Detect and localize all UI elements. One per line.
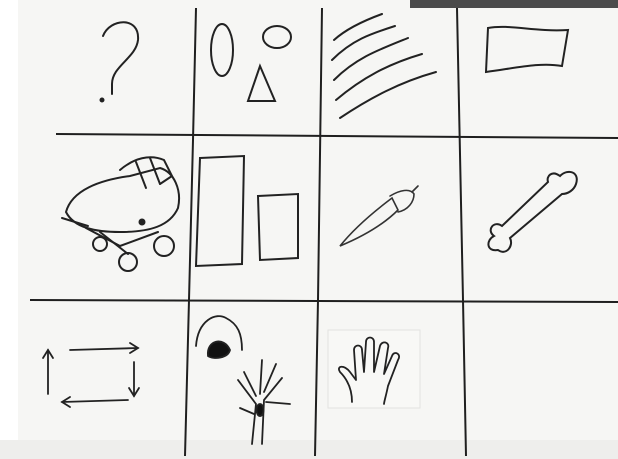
dark-corner-patch	[410, 0, 618, 8]
left-paper-edge	[0, 0, 18, 459]
bottom-paper-shadow	[0, 440, 618, 459]
